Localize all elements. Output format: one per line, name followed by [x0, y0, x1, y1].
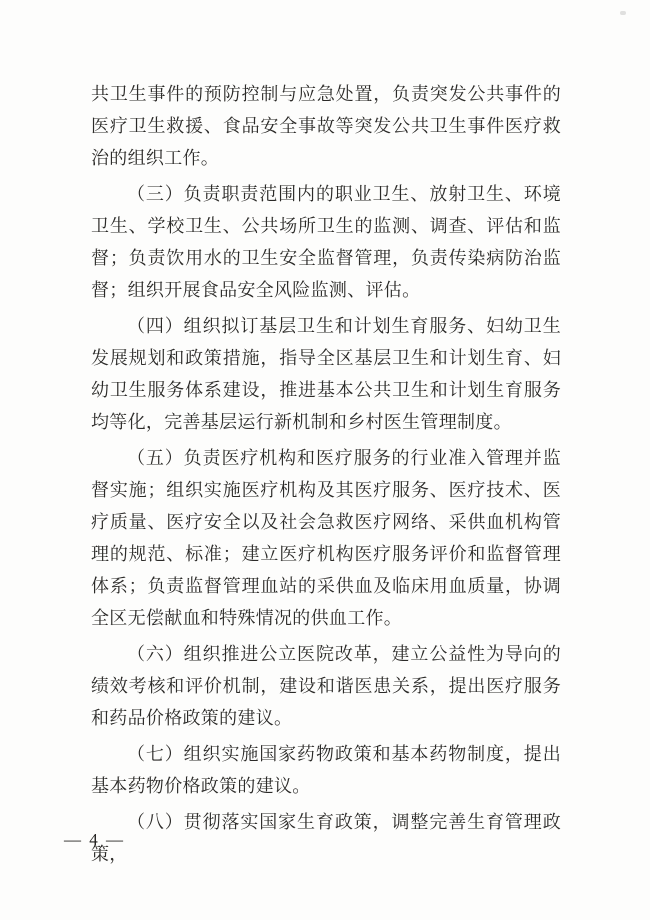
paragraph-item-4: （四）组织拟订基层卫生和计划生育服务、妇幼卫生发展规划和政策措施，指导全区基层卫生和计划生育、妇幼卫生服务体系建设，推进基本公共卫生和计划生育服务均等化，完善基层运行新机制和乡村医生管理制度。 [91, 316, 561, 432]
paragraph-item-6: （六）组织推进公立医院改革，建立公益性为导向的绩效考核和评价机制，建设和谐医患关系，提出医疗服务和药品价格政策的建议。 [91, 644, 561, 728]
paragraph-continuation: 共卫生事件的预防控制与应急处置，负责突发公共事件的医疗卫生救援、食品安全事故等突发公共卫生事件医疗救治的组织工作。 [91, 84, 561, 168]
paragraph-item-7: （七）组织实施国家药物政策和基本药物制度，提出基本药物价格政策的建议。 [91, 744, 561, 796]
scan-artifact [620, 11, 626, 15]
page-number: — 4 — [64, 830, 125, 849]
document-body [91, 78, 561, 874]
paragraph-item-3: （三）负责职责范围内的职业卫生、放射卫生、环境卫生、学校卫生、公共场所卫生的监测、调查、评估和监督；负责饮用水的卫生安全监督管理，负责传染病防治监督；组织开展食品安全风险监测、评估。 [91, 184, 561, 300]
paragraph-item-8: （八）贯彻落实国家生育政策，调整完善生育管理政策， [91, 812, 561, 864]
paragraph-item-5: （五）负责医疗机构和医疗服务的行业准入管理并监督实施；组织实施医疗机构及其医疗服务、医疗技术、医疗质量、医疗安全以及社会急救医疗网络、采供血机构管理的规范、标准；建立医疗机构医疗服务评价和监督管理体系；负责监督管理血站的采供血及临床用血质量，协调全区无偿献血和特殊情况的供血工作。 [91, 448, 561, 628]
